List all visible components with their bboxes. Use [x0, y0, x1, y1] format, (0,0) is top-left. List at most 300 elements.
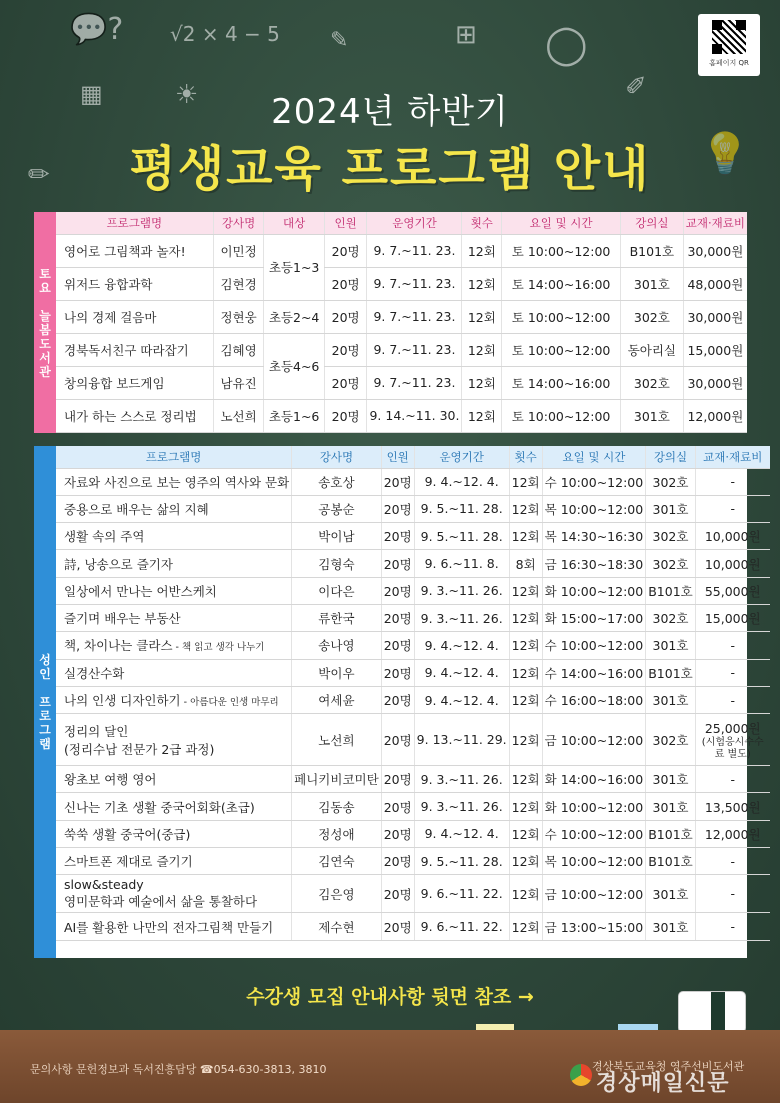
- table-row: [56, 659, 770, 686]
- table-cell: 20명: [324, 234, 367, 267]
- period-cell: [414, 714, 509, 766]
- count-cell: [509, 913, 542, 940]
- cap-value: 20명: [383, 474, 412, 490]
- time-cell: [542, 793, 646, 820]
- period-value: 9. 4.~12. 4.: [424, 665, 499, 681]
- time-value: 수 14:00~16:00: [544, 665, 644, 681]
- teacher-cell: [292, 659, 382, 686]
- table-row: [56, 300, 747, 333]
- time-value: 화 10:00~12:00: [544, 583, 644, 599]
- fee-cell: [695, 659, 770, 686]
- fee-cell: [695, 550, 770, 577]
- saturday-program-table: [56, 212, 747, 433]
- room-value: 302호: [652, 732, 689, 748]
- fee-value: -: [730, 771, 735, 787]
- teacher-value: 김은영: [318, 886, 355, 902]
- fee-value: -: [730, 637, 735, 653]
- program-name-cell: [56, 686, 292, 713]
- program-name-cell: [56, 550, 292, 577]
- program-name-cell: 경북독서친구 따라잡기: [56, 333, 213, 366]
- cap-value: 20명: [383, 919, 412, 935]
- table-cell: 토 10:00~12:00: [502, 333, 621, 366]
- period-cell: [414, 659, 509, 686]
- teacher-value: 김연숙: [318, 854, 355, 870]
- count-value: 12회: [511, 665, 540, 681]
- time-value: 금 16:30~18:30: [544, 556, 644, 572]
- program-name: 책, 차이나는 클라스: [64, 638, 173, 654]
- room-value: 301호: [652, 638, 689, 654]
- teacher-value: 박이우: [318, 665, 355, 681]
- program-name: AI를 활용한 나만의 전자그림책 만들기: [64, 919, 274, 935]
- time-value: 금 13:00~15:00: [544, 919, 644, 935]
- table-cell: 12회: [462, 300, 502, 333]
- program-name: 실경산수화: [64, 665, 125, 681]
- section1-label: [34, 212, 56, 433]
- target-cell: 초등4~6: [264, 333, 324, 399]
- column-header: 대상: [264, 212, 324, 234]
- fee-value: -: [730, 886, 735, 902]
- target-cell: 초등1~6: [264, 399, 324, 432]
- count-value: 12회: [511, 919, 540, 935]
- count-value: 12회: [511, 611, 540, 627]
- teacher-cell: [292, 820, 382, 847]
- homepage-qr[interactable]: [698, 14, 760, 76]
- fee-cell: [695, 468, 770, 495]
- count-cell: [509, 604, 542, 631]
- table-cell: 20명: [324, 267, 367, 300]
- calculator-icon: ⊞: [455, 20, 477, 50]
- count-value: 12회: [511, 886, 540, 902]
- time-cell: [542, 577, 646, 604]
- time-value: 금 10:00~12:00: [544, 886, 644, 902]
- program-name-cell: [56, 714, 292, 766]
- table-cell: 토 10:00~12:00: [502, 300, 621, 333]
- cap-value: 20명: [383, 611, 412, 627]
- table-row: [56, 875, 770, 913]
- teacher-value: 노선희: [318, 732, 355, 748]
- table-row: [56, 848, 770, 875]
- cap-cell: [381, 495, 414, 522]
- period-value: 9. 5.~11. 28.: [420, 528, 503, 544]
- table-cell: 김혜영: [213, 333, 264, 366]
- program-name: 왕초보 여행 영어: [64, 772, 157, 788]
- cap-cell: [381, 523, 414, 550]
- table-cell: 30,000원: [683, 300, 747, 333]
- column-header: 교재·재료비: [683, 212, 747, 234]
- room-cell: [646, 714, 696, 766]
- period-cell: [414, 577, 509, 604]
- brush-icon: ✐: [625, 72, 647, 102]
- period-cell: [414, 766, 509, 793]
- table-cell: 20명: [324, 399, 367, 432]
- fee-cell: [695, 714, 770, 766]
- program-name-cell: [56, 604, 292, 631]
- program-name: 즐기며 배우는 부동산: [64, 611, 181, 627]
- program-subtitle: - 아름다운 인생 마무리: [180, 697, 279, 709]
- time-cell: [542, 604, 646, 631]
- time-cell: [542, 913, 646, 940]
- room-value: B101호: [648, 583, 693, 599]
- cap-cell: [381, 793, 414, 820]
- program-name: 정리의 달인: [64, 723, 129, 739]
- cap-value: 20명: [383, 556, 412, 572]
- cap-value: 20명: [383, 501, 412, 517]
- table-cell: 12회: [462, 234, 502, 267]
- table-row: [56, 550, 770, 577]
- time-cell: [542, 495, 646, 522]
- count-value: 12회: [511, 732, 540, 748]
- cap-cell: [381, 714, 414, 766]
- fee-cell: [695, 793, 770, 820]
- program-name-cell: 내가 하는 스스로 정리법: [56, 399, 213, 432]
- fee-cell: [695, 848, 770, 875]
- column-header: 강사명: [292, 446, 382, 468]
- fee-cell: [695, 913, 770, 940]
- cap-value: 20명: [383, 772, 412, 788]
- teacher-cell: [292, 550, 382, 577]
- cap-cell: [381, 848, 414, 875]
- room-value: 302호: [652, 611, 689, 627]
- cap-cell: [381, 766, 414, 793]
- circle-doodle: ◯: [545, 22, 588, 66]
- room-cell: [646, 604, 696, 631]
- room-value: B101호: [648, 826, 693, 842]
- column-header: 강사명: [213, 212, 264, 234]
- column-header: 횟수: [462, 212, 502, 234]
- time-cell: [542, 468, 646, 495]
- time-cell: [542, 848, 646, 875]
- count-cell: [509, 820, 542, 847]
- program-name-cell: 영어로 그림책과 놀자!: [56, 234, 213, 267]
- crayon-icon: ✏: [28, 160, 50, 190]
- period-value: 9. 4.~12. 4.: [424, 474, 499, 490]
- count-cell: [509, 714, 542, 766]
- program-name-line2: (정리수납 전문가 2급 과정): [64, 741, 215, 757]
- table-row: [56, 399, 747, 432]
- cap-cell: [381, 577, 414, 604]
- teacher-cell: [292, 875, 382, 913]
- period-value: 9. 4.~12. 4.: [424, 692, 499, 708]
- fee-cell: [695, 686, 770, 713]
- time-value: 금 10:00~12:00: [544, 732, 644, 748]
- program-name: 쑥쑥 생활 중국어(중급): [64, 826, 191, 842]
- qr-label: 홈페이지 QR: [709, 59, 749, 67]
- table-cell: B101호: [620, 234, 683, 267]
- pencil-icon: ✎: [330, 28, 349, 53]
- teacher-cell: [292, 848, 382, 875]
- column-header: 강의실: [646, 446, 696, 468]
- table-cell: 15,000원: [683, 333, 747, 366]
- time-value: 수 10:00~12:00: [544, 638, 644, 654]
- page-subtitle: 2024년 하반기: [271, 92, 509, 132]
- period-value: 9. 4.~12. 4.: [424, 826, 499, 842]
- teacher-cell: [292, 577, 382, 604]
- table-cell: 12회: [462, 399, 502, 432]
- fee-note: (시험응시수수료 별도): [701, 736, 764, 760]
- table-row: [56, 820, 770, 847]
- period-cell: [414, 604, 509, 631]
- room-value: 301호: [652, 799, 689, 815]
- program-name-cell: [56, 875, 292, 913]
- fee-value: 15,000원: [704, 611, 761, 627]
- saturday-program-section: [34, 212, 747, 433]
- fee-cell: [695, 523, 770, 550]
- teacher-value: 김동송: [318, 799, 355, 815]
- time-cell: [542, 714, 646, 766]
- fee-value: 55,000원: [704, 583, 761, 599]
- table-cell: 12,000원: [683, 399, 747, 432]
- target-cell: 초등2~4: [264, 300, 324, 333]
- target-cell: 초등1~3: [264, 234, 324, 300]
- table-cell: 20명: [324, 333, 367, 366]
- table-cell: 302호: [620, 300, 683, 333]
- cap-value: 20명: [383, 826, 412, 842]
- count-value: 12회: [511, 501, 540, 517]
- page-title: 평생교육 프로그램 안내: [129, 141, 651, 197]
- cap-cell: [381, 686, 414, 713]
- column-header: 요일 및 시간: [542, 446, 646, 468]
- time-cell: [542, 550, 646, 577]
- teacher-value: 송호상: [318, 474, 355, 490]
- program-subtitle: - 책 읽고 생각 나누기: [172, 642, 265, 654]
- count-cell: [509, 577, 542, 604]
- program-name: 詩, 낭송으로 즐기자: [64, 556, 173, 572]
- time-cell: [542, 875, 646, 913]
- count-value: 12회: [511, 638, 540, 654]
- program-name-cell: [56, 848, 292, 875]
- room-cell: [646, 659, 696, 686]
- column-header: 인원: [381, 446, 414, 468]
- room-value: 302호: [652, 529, 689, 545]
- room-value: 302호: [652, 474, 689, 490]
- column-header: 인원: [324, 212, 367, 234]
- cap-cell: [381, 604, 414, 631]
- teacher-cell: [292, 604, 382, 631]
- room-cell: [646, 793, 696, 820]
- period-cell: [414, 793, 509, 820]
- program-name: 중용으로 배우는 삶의 지혜: [64, 501, 209, 517]
- table-row: [56, 577, 770, 604]
- room-cell: [646, 766, 696, 793]
- fee-value: -: [730, 474, 735, 490]
- table-row: [56, 632, 770, 659]
- count-cell: [509, 659, 542, 686]
- time-value: 수 10:00~12:00: [544, 474, 644, 490]
- count-cell: [509, 686, 542, 713]
- period-value: 9. 3.~11. 26.: [420, 799, 503, 815]
- column-header: 프로그램명: [56, 212, 213, 234]
- count-value: 12회: [511, 826, 540, 842]
- table-cell: 30,000원: [683, 366, 747, 399]
- period-value: 9. 3.~11. 26.: [420, 771, 503, 787]
- room-cell: [646, 686, 696, 713]
- table-cell: 301호: [620, 399, 683, 432]
- math-doodle: √2 × 4 − 5: [170, 22, 280, 46]
- count-value: 12회: [511, 529, 540, 545]
- period-cell: [414, 495, 509, 522]
- room-cell: [646, 632, 696, 659]
- time-value: 목 10:00~12:00: [544, 501, 644, 517]
- program-name: 나의 인생 디자인하기: [64, 693, 181, 709]
- table-cell: 노선희: [213, 399, 264, 432]
- cap-cell: [381, 632, 414, 659]
- time-cell: [542, 820, 646, 847]
- table-row: [56, 468, 770, 495]
- teacher-cell: [292, 913, 382, 940]
- count-value: 12회: [511, 474, 540, 490]
- period-cell: [414, 848, 509, 875]
- teacher-value: 페니키비코미탄: [294, 772, 379, 788]
- notice-text: 수강생 모집 안내사항 뒷면 참조 →: [246, 986, 534, 1008]
- program-name-cell: [56, 495, 292, 522]
- room-cell: [646, 848, 696, 875]
- count-cell: [509, 495, 542, 522]
- room-cell: [646, 875, 696, 913]
- count-cell: [509, 766, 542, 793]
- cap-value: 20명: [383, 799, 412, 815]
- contact-info: 문의사항 문헌정보과 독서진흥담당 ☎054-630-3813, 3810: [30, 1063, 327, 1076]
- program-name-cell: [56, 632, 292, 659]
- period-value: 9. 4.~12. 4.: [424, 637, 499, 653]
- fee-value: -: [730, 919, 735, 934]
- room-value: 301호: [652, 693, 689, 709]
- cap-value: 20명: [383, 886, 412, 902]
- cap-value: 20명: [383, 638, 412, 654]
- time-value: 화 15:00~17:00: [544, 611, 644, 627]
- cap-value: 20명: [383, 583, 412, 599]
- eraser-icon: [678, 991, 746, 1033]
- period-value: 9. 6.~11. 22.: [420, 886, 503, 902]
- table-row: [56, 766, 770, 793]
- period-cell: [414, 468, 509, 495]
- program-name: 일상에서 만나는 어반스케치: [64, 583, 217, 599]
- table-cell: 9. 7.~11. 23.: [367, 300, 462, 333]
- period-value: 9. 13.~11. 29.: [416, 732, 507, 748]
- bulb-icon: 💡: [700, 131, 750, 177]
- program-name-cell: 나의 경제 걸음마: [56, 300, 213, 333]
- fee-cell: [695, 632, 770, 659]
- time-cell: [542, 632, 646, 659]
- teacher-cell: [292, 686, 382, 713]
- room-value: 301호: [652, 919, 689, 935]
- table-cell: 이민정: [213, 234, 264, 267]
- cap-cell: [381, 468, 414, 495]
- fee-cell: [695, 604, 770, 631]
- table-cell: 301호: [620, 267, 683, 300]
- room-value: 301호: [652, 501, 689, 517]
- press-watermark: 경상매일신문: [596, 1071, 730, 1096]
- cap-cell: [381, 875, 414, 913]
- cap-value: 20명: [383, 665, 412, 681]
- program-name: 스마트폰 제대로 즐기기: [64, 854, 193, 870]
- fee-value: 25,000원: [704, 720, 761, 736]
- fee-value: -: [730, 665, 735, 681]
- period-value: 9. 3.~11. 26.: [420, 583, 503, 599]
- cap-value: 20명: [383, 854, 412, 870]
- period-cell: [414, 550, 509, 577]
- program-name-cell: [56, 820, 292, 847]
- table-cell: 9. 7.~11. 23.: [367, 267, 462, 300]
- teacher-cell: [292, 714, 382, 766]
- count-value: 12회: [511, 854, 540, 870]
- library-name: 경상북도교육청 영주선비도서관: [592, 1060, 745, 1073]
- cap-value: 20명: [383, 693, 412, 709]
- adult-program-table: [56, 446, 770, 941]
- period-value: 9. 6.~11. 22.: [420, 919, 503, 934]
- teacher-value: 여세윤: [318, 693, 355, 709]
- program-name: 신나는 기초 생활 중국어회화(초급): [64, 799, 255, 815]
- table-cell: 48,000원: [683, 267, 747, 300]
- program-name: 자료와 사진으로 보는 영주의 역사와 문화: [64, 474, 290, 490]
- column-header: 교재·재료비: [695, 446, 770, 468]
- room-cell: [646, 523, 696, 550]
- table-cell: 12회: [462, 333, 502, 366]
- count-value: 12회: [511, 583, 540, 599]
- count-cell: [509, 550, 542, 577]
- table-row: [56, 604, 770, 631]
- fee-cell: [695, 577, 770, 604]
- time-value: 목 14:30~16:30: [544, 529, 644, 545]
- room-cell: [646, 820, 696, 847]
- column-header: 강의실: [620, 212, 683, 234]
- time-cell: [542, 766, 646, 793]
- fee-value: 10,000원: [704, 556, 761, 572]
- period-cell: [414, 913, 509, 940]
- section-label-text: 성 인 프 로 그 램: [39, 653, 51, 751]
- table-cell: 토 14:00~16:00: [502, 267, 621, 300]
- room-cell: [646, 577, 696, 604]
- room-value: 301호: [652, 886, 689, 902]
- cap-value: 20명: [383, 732, 412, 748]
- program-name: 생활 속의 주역: [64, 529, 145, 545]
- table-cell: 남유진: [213, 366, 264, 399]
- table-cell: 김현경: [213, 267, 264, 300]
- table-row: [56, 913, 770, 940]
- teacher-value: 박이남: [318, 529, 355, 545]
- table-row: [56, 366, 747, 399]
- table-row: [56, 714, 770, 766]
- teacher-value: 김형숙: [318, 556, 355, 572]
- press-logo-icon: [570, 1064, 592, 1086]
- time-value: 화 10:00~12:00: [544, 799, 644, 815]
- table-cell: 30,000원: [683, 234, 747, 267]
- table-row: [56, 267, 747, 300]
- teacher-value: 제수현: [318, 919, 355, 935]
- teacher-cell: [292, 468, 382, 495]
- table-cell: 동아리실: [620, 333, 683, 366]
- teacher-value: 송나영: [318, 638, 355, 654]
- table-cell: 정현웅: [213, 300, 264, 333]
- table-row: [56, 686, 770, 713]
- fee-cell: [695, 820, 770, 847]
- program-name: slow&steady: [64, 877, 144, 893]
- time-value: 화 14:00~16:00: [544, 772, 644, 788]
- column-header: 운영기간: [367, 212, 462, 234]
- table-cell: 토 14:00~16:00: [502, 366, 621, 399]
- room-value: 301호: [652, 772, 689, 788]
- time-value: 목 10:00~12:00: [544, 854, 644, 870]
- period-cell: [414, 820, 509, 847]
- table-cell: 12회: [462, 267, 502, 300]
- room-cell: [646, 913, 696, 940]
- period-value: 9. 3.~11. 26.: [420, 610, 503, 626]
- section2-label: [34, 446, 56, 958]
- column-header: 횟수: [509, 446, 542, 468]
- cap-cell: [381, 550, 414, 577]
- table-cell: 토 10:00~12:00: [502, 399, 621, 432]
- count-value: 12회: [511, 693, 540, 709]
- count-cell: [509, 523, 542, 550]
